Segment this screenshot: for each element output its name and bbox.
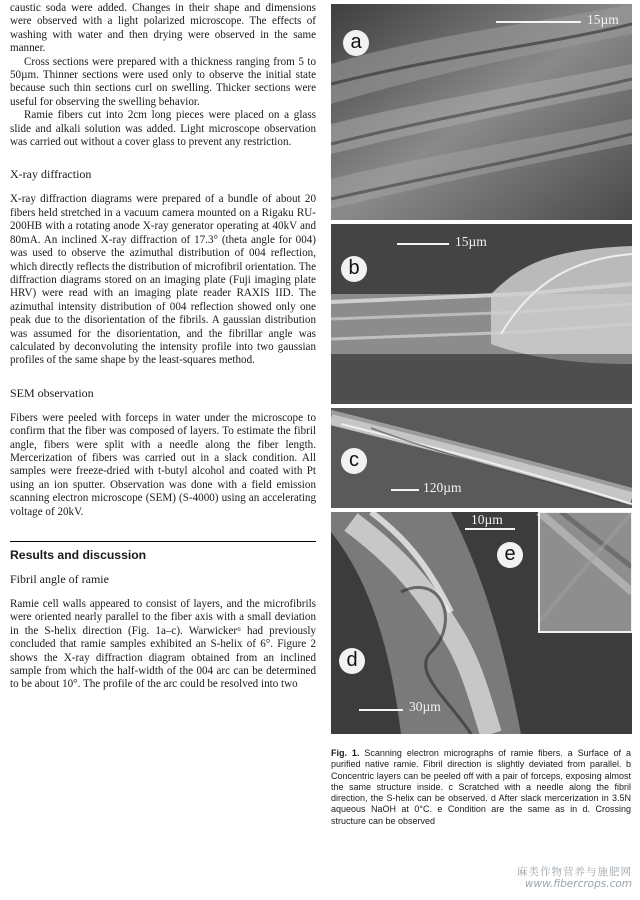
panel-letter-b: b <box>341 256 367 282</box>
scale-label-b: 15µm <box>455 234 487 249</box>
micrograph-panel-b <box>331 224 632 404</box>
xray-heading: X-ray diffraction <box>10 167 92 182</box>
scale-bar-c <box>391 489 419 491</box>
intro-paragraph-1: caustic soda were added. Changes in their shape and dimensions were observed with a light polarized microscope. The effects of washing with water and then drying were observed in the same manner. <box>10 2 316 55</box>
results-subheading: Fibril angle of ramie <box>10 572 109 586</box>
micrograph-image-d <box>331 512 632 734</box>
intro-paragraph-3: Ramie fibers cut into 2cm long pieces were placed on a glass slide and alkali solution was added. Light microscope observation was carried out without a cover glass to prevent any restriction. <box>10 109 316 149</box>
sem-paragraph: Fibers were peeled with forceps in water under the microscope to confirm that the fiber was composed of layers. To estimate the fibril angle, fibers were split with a needle along the fiber length. Mercerization of fibers was carried out in a slack condition. All samples were freeze-dried with t-butyl alcohol and coated with Pt using an ion sputter. Observation was done with a field emission scanning electron microscope (SEM) (S-4000) using an accelerating voltage of 20kV. <box>10 411 316 518</box>
watermark-url: www.fibercrops.com <box>524 878 632 890</box>
scale-bar-e <box>465 528 515 530</box>
micrograph-panel-a <box>331 4 632 220</box>
sem-heading: SEM observation <box>10 385 94 400</box>
caption-label: Fig. 1. <box>331 748 360 758</box>
panel-letter-e: e <box>497 542 523 568</box>
watermark-cn-text: 麻类作物营养与施肥网 <box>517 866 632 878</box>
scale-bar-b <box>397 243 449 245</box>
section-rule <box>10 541 316 542</box>
scale-label-a: 15µm <box>587 12 619 27</box>
scale-label-c: 120µm <box>423 480 462 495</box>
micrograph-panel-c <box>331 408 632 508</box>
results-heading: Results and discussion <box>10 548 147 562</box>
watermark <box>480 866 632 891</box>
intro-paragraph-2: Cross sections were prepared with a thickness ranging from 5 to 50µm. Thinner sections were used only to observe the initial state because such thin sections curl on swelling. Thicker sections were useful for observing the swelling behavior. <box>10 55 316 108</box>
micrograph-image-c <box>331 408 632 508</box>
xray-paragraph: X-ray diffraction diagrams were prepared of a bundle of about 20 fibers held stretched in a vacuum camera mounted on a Rigaku RU-200HB with a rotating anode X-ray generator operating at 40kV and 80mA. An inclined X-ray diffraction of 17.3° (theta angle for 004) was used to observe the azimuthal distribution of 004 reflection, which directly reflects the distribution of microfibril orientation. The diffraction diagrams stored on an imaging plate (Fuji imaging plate HRV) were read with an imaging plate reader RAXIS IID. The azimuthal intensity distribution of 004 reflection showed only one peak due to the disorientation of the fibrils. A gaussian distribution was assumed for the disorientation, and the fibrillar angle was calculated by deconvoluting the intensity profile into two gaussian profiles of the same shape by the least-squares method. <box>10 193 316 367</box>
left-column <box>10 2 316 692</box>
panel-letter-c: c <box>341 448 367 474</box>
micrograph-image-b <box>331 224 632 404</box>
caption-text: Scanning electron micrographs of ramie fibers. a Surface of a purified native ramie. Fibril direction is slightly deviated from parallel. b Concentric layers can be peeled off with a pair of forceps, exposing almost the same structure inside. c Scratched with a needle along the fibril direction, the S-helix can be observed. d After slack mercerization in 3.5N aqueous NaOH at 0°C. e Condition are the same as in d. Crossing structure can be observed <box>331 748 631 826</box>
scale-label-e: 10µm <box>471 512 503 527</box>
scale-bar-a <box>496 21 581 23</box>
scale-bar-d <box>359 709 403 711</box>
panel-letter-d: d <box>339 648 365 674</box>
panel-letter-a: a <box>343 30 369 56</box>
micrograph-image-a <box>331 4 632 220</box>
scale-label-d: 30µm <box>409 699 441 714</box>
results-paragraph: Ramie cell walls appeared to consist of layers, and the microfibrils were oriented nearly parallel to the fiber axis with a small deviation in the S-helix direction (Fig. 1a–c). Warwicker⁶ had previously concluded that ramie samples exhibited an S-helix of 6°. Figure 2 shows the X-ray diffraction diagram obtained from an inclined sample from which the half-width of the 004 arc can be determined to be about 10°. The profile of the arc could be resolved into two <box>10 598 316 691</box>
figure-caption <box>331 748 631 827</box>
micrograph-panel-d <box>331 512 632 734</box>
